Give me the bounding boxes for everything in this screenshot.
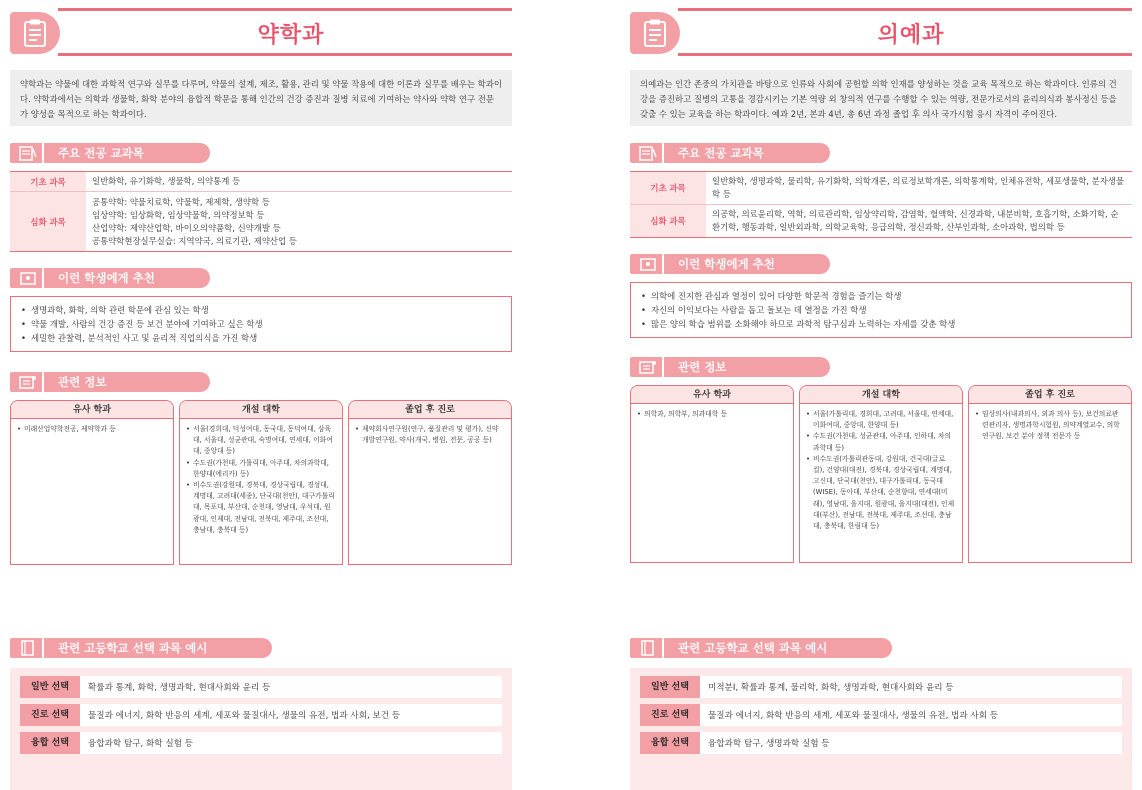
hs-subject-box	[10, 668, 512, 790]
hs-subject-box	[630, 668, 1132, 790]
intro-text: 의예과는 인간 존중의 가치관을 바탕으로 인류와 사회에 공헌할 의학 인재를 양성하는 것을 교육 목적으로 하는 학과이다. 인류의 건강을 증진하고 질병의 고통을 경감시키는 기본 역량 외 창의적 연구를 수행할 수 있는 역량, 전문가로서의 윤리의식과 봉사정신 등을 갖출 수 있는 교육을 하는 학과이다. 예과 2년, 본과 4년, 총 6년 과정 졸업 후 의사 국가시험 응시 자격이 주어진다.	[630, 70, 1132, 126]
section-header-related: 관련 정보	[630, 357, 1132, 377]
page-title: 의예과	[877, 23, 945, 48]
hs-row: 진로 선택 물질과 에너지, 화학 반응의 세계, 세포와 물질대사, 생물의 유전, 법과 사회 등	[640, 704, 1122, 726]
book-icon	[630, 638, 666, 658]
info-icon	[630, 357, 666, 377]
hs-row: 융합 선택 융합과학 탐구, 화학 실험 등	[20, 732, 502, 754]
related-info-columns	[10, 400, 512, 565]
section-header-recommend: 이런 학생에게 추천	[10, 268, 512, 288]
course-table: 기초 과목 일반화학, 유기화학, 생물학, 의약통계 등 심화 과목 공통약학: 약물치료학, 약물학, 제제학, 생약학 등 임상약학: 임상화학, 임상약물학, 의약정보학 등 산업약학: 제약산업학, 바이오의약품학, 신약개발 등 공통약학현장실무실습: 지역약국, 의료기관, 제약산업 등	[10, 171, 512, 252]
course-label: 심화 과목	[10, 192, 86, 252]
related-col-careers: 졸업 후 진로 • 임상의사(내과의사, 외과 의사 등), 보건의료관련관리자, 생명과학시험원, 의약계열교수, 의학연구원, 보건 분야 정책 전문가 등	[968, 385, 1132, 563]
info-icon	[10, 372, 46, 392]
notepad-icon	[10, 143, 46, 163]
section-header-courses: 주요 전공 교과목	[10, 143, 512, 163]
page-header	[630, 8, 1132, 56]
related-info-columns	[630, 385, 1132, 563]
related-col-universities: 개설 대학 • 서울(가톨릭대, 경희대, 고려대, 서울대, 연세대, 이화여대, 중앙대, 한양대 등) • 수도권(가천대, 성균관대, 아주대, 인하대, 차의과학대 등) • 비수도권(가톨릭관동대, 강원대, 건국대(글로컬), 건양대(대전), 경북대, 경상국립대, 계명대, 고신대, 단국대(천안), 대구가톨릭대, 동국대(WISE), 동아대, 부산대, 순천향대, 연세대(미래), 영남대, 을지대, 원광대, 을지대(대전), 인제대(부산), 전남대, 전북대, 제주대, 조선대, 충남대, 충북대, 한림대 등)	[799, 385, 963, 563]
course-table: 기초 과목 일반화학, 생명과학, 물리학, 유기화학, 의학개론, 의료정보학개론, 의학통계학, 인체유전학, 세포생물학, 분자생물학 등 심화 과목 의공학, 의료윤리학, 역학, 의료관리학, 임상약리학, 감염학, 혈액학, 신경과학, 내분비학, 호흡기학, 소화기학, 순환기학, 행동과학, 일반외과학, 의학교육학, 응급의학, 정신과학, 산부인과학, 소아과학, 법의학 등	[630, 171, 1132, 238]
page-medicine	[630, 0, 1132, 784]
recommend-box: • 생명과학, 화학, 의학 관련 학문에 관심 있는 학생 • 약물 개발, 사람의 건강 증진 등 보건 분야에 기여하고 싶은 학생 • 세밀한 관찰력, 분석적인 사고 및 윤리적 직업의식을 가진 학생	[10, 296, 512, 352]
student-icon	[630, 254, 666, 274]
section-header-courses: 주요 전공 교과목	[630, 143, 1132, 163]
hs-row: 일반 선택 미적분Ⅰ, 확률과 통계, 물리학, 화학, 생명과학, 현대사회와 윤리 등	[640, 676, 1122, 698]
clipboard-icon	[630, 12, 680, 54]
hs-row: 융합 선택 융합과학 탐구, 생명과학 실험 등	[640, 732, 1122, 754]
related-col-careers: 졸업 후 진로 • 제약회사연구원(연구, 품질관리 및 평가), 신약개발연구원, 약사(개국, 병원, 전문, 공공 등)	[348, 400, 512, 565]
hs-row: 일반 선택 확률과 통계, 화학, 생명과학, 현대사회와 윤리 등	[20, 676, 502, 698]
student-icon	[10, 268, 46, 288]
page-header	[10, 8, 512, 56]
related-col-universities: 개설 대학 • 서울(경희대, 덕성여대, 동국대, 동덕여대, 삼육대, 서울대, 성균관대, 숙명여대, 연세대, 이화여대, 중앙대 등) • 수도권(가천대, 가톨릭대, 아주대, 차의과학대, 한양대(에리카) 등) • 비수도권(강원대, 경북대, 경상국립대, 경성대, 계명대, 고려대(세종), 단국대(천안), 대구가톨릭대, 목포대, 부산대, 순천대, 영남대, 우석대, 원광대, 인제대, 전남대, 전북대, 제주대, 조선대, 충남대, 충북대 등)	[179, 400, 343, 565]
page-title: 약학과	[257, 23, 325, 48]
course-label: 기초 과목	[10, 172, 86, 192]
book-icon	[10, 638, 46, 658]
section-header-related: 관련 정보	[10, 372, 512, 392]
related-col-similar: 유사 학과 • 미래산업약학전공, 제약학과 등	[10, 400, 174, 565]
recommend-box: • 의학에 진지한 관심과 열정이 있어 다양한 학문적 경험을 즐기는 학생 • 자신의 이익보다는 사람을 돕고 돌보는 데 열정을 가진 학생 • 많은 양의 학습 범위를 소화해야 하므로 과학적 탐구심과 노력하는 자세를 갖춘 학생	[630, 282, 1132, 338]
course-label: 심화 과목	[630, 205, 706, 238]
page-pharmacy	[10, 0, 512, 784]
notepad-icon	[630, 143, 666, 163]
clipboard-icon	[10, 12, 60, 54]
related-col-similar: 유사 학과 • 의학과, 의학부, 의과대학 등	[630, 385, 794, 563]
section-header-recommend: 이런 학생에게 추천	[630, 254, 1132, 274]
section-header-hs: 관련 고등학교 선택 과목 예시	[630, 638, 1132, 658]
hs-row: 진로 선택 물질과 에너지, 화학 반응의 세계, 세포와 물질대사, 생물의 유전, 법과 사회, 보건 등	[20, 704, 502, 726]
intro-text: 약학과는 약물에 대한 과학적 연구와 실무를 다루며, 약물의 설계, 제조, 활용, 관리 및 약물 작용에 대한 이론과 실무를 배우는 학과이다. 약학과에서는 의학과 생물학, 화학 분야의 융합적 학문을 통해 인간의 건강 증진과 질병 치료에 기여하는 약사와 약학 연구 전문가 양성을 목적으로 하는 학과이다.	[10, 70, 512, 126]
section-header-hs: 관련 고등학교 선택 과목 예시	[10, 638, 512, 658]
course-label: 기초 과목	[630, 172, 706, 205]
